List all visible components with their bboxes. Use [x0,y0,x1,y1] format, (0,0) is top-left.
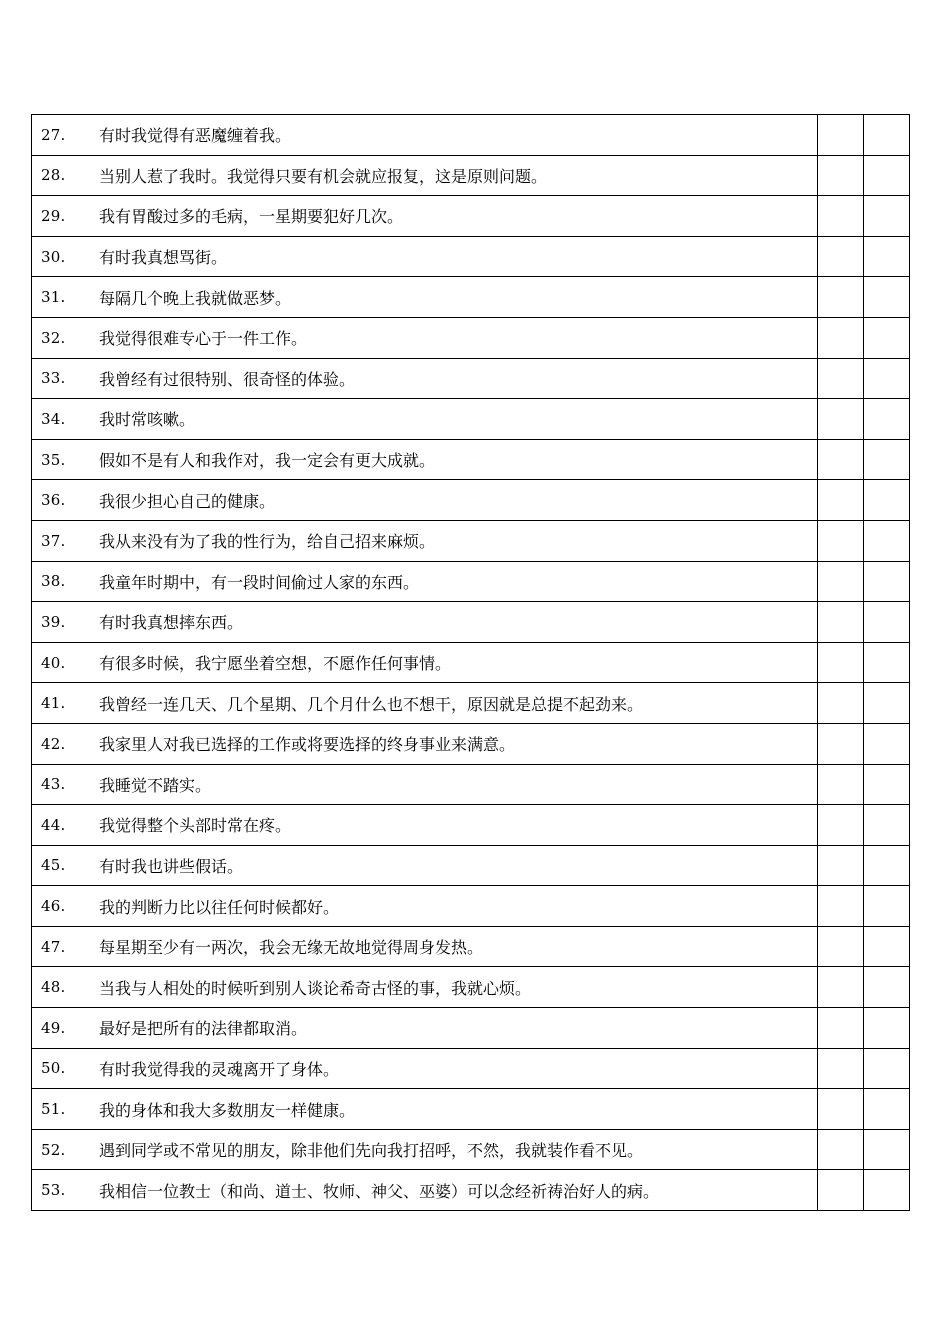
question-content [32,521,817,561]
question-text: 有时我真想骂街。 [99,248,228,268]
question-cell [32,1170,818,1211]
question-number: 45. [41,856,66,875]
answer-box-second[interactable] [864,926,910,967]
answer-box-second[interactable] [864,399,910,440]
question-cell [32,1008,818,1049]
question-number: 49. [41,1018,66,1037]
question-content [32,683,817,723]
question-row [32,1129,910,1170]
answer-box-second[interactable] [864,845,910,886]
questionnaire-rows [32,115,910,1211]
question-content [32,602,817,642]
question-cell [32,845,818,886]
question-number: 30. [41,247,66,266]
question-row [32,155,910,196]
question-text: 有时我也讲些假话。 [99,856,244,876]
question-number: 40. [41,653,66,672]
question-number: 36. [41,491,66,510]
question-text: 我觉得很难专心于一件工作。 [99,329,308,349]
question-row [32,561,910,602]
question-content [32,1089,817,1129]
question-row [32,236,910,277]
question-number: 33. [41,369,66,388]
answer-box-first[interactable] [818,683,864,724]
answer-box-first[interactable] [818,480,864,521]
answer-box-second[interactable] [864,317,910,358]
question-content [32,886,817,926]
answer-box-second[interactable] [864,642,910,683]
question-number: 44. [41,815,66,834]
question-cell [32,1129,818,1170]
question-text: 有时我真想摔东西。 [99,613,244,633]
question-row [32,520,910,561]
answer-box-first[interactable] [818,723,864,764]
answer-box-first[interactable] [818,1048,864,1089]
answer-box-second[interactable] [864,1129,910,1170]
question-row [32,1008,910,1049]
question-row [32,683,910,724]
answer-box-second[interactable] [864,277,910,318]
question-number: 41. [41,694,66,713]
answer-box-first[interactable] [818,642,864,683]
question-row [32,1170,910,1211]
question-row [32,277,910,318]
question-number: 34. [41,409,66,428]
question-cell [32,886,818,927]
question-cell [32,399,818,440]
answer-box-second[interactable] [864,480,910,521]
answer-box-second[interactable] [864,1170,910,1211]
answer-box-first[interactable] [818,115,864,156]
question-content [32,1170,817,1210]
question-text: 我时常咳嗽。 [99,410,196,430]
question-text: 有时我觉得我的灵魂离开了身体。 [99,1059,340,1079]
answer-box-first[interactable] [818,926,864,967]
question-text: 我相信一位教士（和尚、道士、牧师、神父、巫婆）可以念经祈祷治好人的病。 [99,1181,660,1201]
question-cell [32,561,818,602]
question-cell [32,236,818,277]
question-row [32,317,910,358]
question-text: 有很多时候，我宁愿坐着空想，不愿作任何事情。 [99,654,452,674]
question-content [32,237,817,277]
answer-box-first[interactable] [818,845,864,886]
question-row [32,196,910,237]
question-row [32,602,910,643]
question-number: 31. [41,288,66,307]
question-row [32,1089,910,1130]
answer-box-second[interactable] [864,115,910,156]
question-cell [32,764,818,805]
question-content [32,1008,817,1048]
question-number: 35. [41,450,66,469]
question-cell [32,520,818,561]
question-content [32,399,817,439]
answer-box-first[interactable] [818,805,864,846]
question-cell [32,805,818,846]
answer-box-first[interactable] [818,886,864,927]
question-number: 37. [41,531,66,550]
answer-box-second[interactable] [864,1048,910,1089]
question-cell [32,277,818,318]
question-text: 假如不是有人和我作对，我一定会有更大成就。 [99,451,436,471]
question-text: 最好是把所有的法律都取消。 [99,1019,308,1039]
question-number: 52. [41,1140,66,1159]
question-row [32,358,910,399]
question-cell [32,683,818,724]
answer-box-first[interactable] [818,764,864,805]
answer-box-second[interactable] [864,805,910,846]
question-number: 38. [41,572,66,591]
question-number: 32. [41,328,66,347]
question-content [32,927,817,967]
question-content [32,967,817,1007]
question-number: 51. [41,1100,66,1119]
question-cell [32,115,818,156]
question-row [32,805,910,846]
question-content [32,277,817,317]
answer-box-first[interactable] [818,277,864,318]
question-text: 我曾经有过很特别、很奇怪的体验。 [99,369,356,389]
question-number: 29. [41,206,66,225]
question-text: 遇到同学或不常见的朋友，除非他们先向我打招呼，不然，我就装作看不见。 [99,1141,644,1161]
question-text: 我睡觉不踏实。 [99,775,212,795]
question-row [32,480,910,521]
question-content [32,480,817,520]
answer-box-second[interactable] [864,723,910,764]
answer-box-second[interactable] [864,764,910,805]
question-text: 当我与人相处的时候听到别人谈论希奇古怪的事，我就心烦。 [99,978,532,998]
answer-box-first[interactable] [818,602,864,643]
questionnaire-table [31,114,910,1211]
question-row [32,115,910,156]
answer-box-second[interactable] [864,236,910,277]
question-cell [32,602,818,643]
question-content [32,196,817,236]
question-cell [32,317,818,358]
question-number: 48. [41,978,66,997]
question-row [32,1048,910,1089]
question-text: 我有胃酸过多的毛病，一星期要犯好几次。 [99,207,404,227]
question-content [32,115,817,155]
question-cell [32,723,818,764]
question-row [32,439,910,480]
question-text: 我童年时期中，有一段时间偷过人家的东西。 [99,572,420,592]
answer-box-first[interactable] [818,236,864,277]
question-number: 50. [41,1059,66,1078]
question-row [32,764,910,805]
answer-box-second[interactable] [864,1089,910,1130]
question-content [32,562,817,602]
answer-box-second[interactable] [864,439,910,480]
question-number: 46. [41,897,66,916]
question-text: 有时我觉得有恶魔缠着我。 [99,126,292,146]
answer-box-second[interactable] [864,358,910,399]
question-content [32,318,817,358]
question-number: 43. [41,775,66,794]
question-text: 我觉得整个头部时常在疼。 [99,816,292,836]
answer-box-first[interactable] [818,196,864,237]
question-text: 我曾经一连几天、几个星期、几个月什么也不想干，原因就是总提不起劲来。 [99,694,644,714]
question-cell [32,1048,818,1089]
question-cell [32,1089,818,1130]
question-text: 我很少担心自己的健康。 [99,491,276,511]
question-content [32,440,817,480]
question-cell [32,967,818,1008]
question-number: 27. [41,125,66,144]
question-row [32,723,910,764]
question-content [32,765,817,805]
question-number: 39. [41,612,66,631]
answer-box-first[interactable] [818,520,864,561]
question-cell [32,480,818,521]
answer-box-first[interactable] [818,561,864,602]
question-row [32,845,910,886]
question-cell [32,926,818,967]
question-content [32,156,817,196]
question-row [32,642,910,683]
answer-box-first[interactable] [818,1129,864,1170]
question-text: 我家里人对我已选择的工作或将要选择的终身事业来满意。 [99,735,516,755]
answer-box-first[interactable] [818,439,864,480]
question-number: 53. [41,1181,66,1200]
question-text: 当别人惹了我时。我觉得只要有机会就应报复，这是原则问题。 [99,166,548,186]
answer-box-second[interactable] [864,196,910,237]
question-cell [32,642,818,683]
answer-box-first[interactable] [818,399,864,440]
answer-box-first[interactable] [818,317,864,358]
question-content [32,1049,817,1089]
question-cell [32,155,818,196]
question-row [32,886,910,927]
answer-box-second[interactable] [864,561,910,602]
question-content [32,805,817,845]
question-content [32,359,817,399]
question-text: 每星期至少有一两次，我会无缘无故地觉得周身发热。 [99,938,484,958]
question-cell [32,358,818,399]
answer-box-second[interactable] [864,967,910,1008]
answer-box-first[interactable] [818,358,864,399]
answer-box-second[interactable] [864,1008,910,1049]
answer-box-second[interactable] [864,683,910,724]
question-number: 28. [41,166,66,185]
question-text: 我的身体和我大多数朋友一样健康。 [99,1100,356,1120]
question-text: 每隔几个晚上我就做恶梦。 [99,288,292,308]
answer-box-second[interactable] [864,602,910,643]
question-content [32,724,817,764]
question-content [32,846,817,886]
answer-box-first[interactable] [818,967,864,1008]
question-row [32,399,910,440]
answer-box-second[interactable] [864,155,910,196]
question-text: 我的判断力比以往任何时候都好。 [99,897,340,917]
answer-box-second[interactable] [864,886,910,927]
question-row [32,926,910,967]
question-number: 47. [41,937,66,956]
question-content [32,1130,817,1170]
question-row [32,967,910,1008]
question-cell [32,439,818,480]
answer-box-second[interactable] [864,520,910,561]
question-cell [32,196,818,237]
answer-box-first[interactable] [818,1089,864,1130]
question-number: 42. [41,734,66,753]
question-content [32,643,817,683]
answer-box-first[interactable] [818,1008,864,1049]
answer-box-first[interactable] [818,1170,864,1211]
answer-box-first[interactable] [818,155,864,196]
question-text: 我从来没有为了我的性行为，给自己招来麻烦。 [99,532,436,552]
